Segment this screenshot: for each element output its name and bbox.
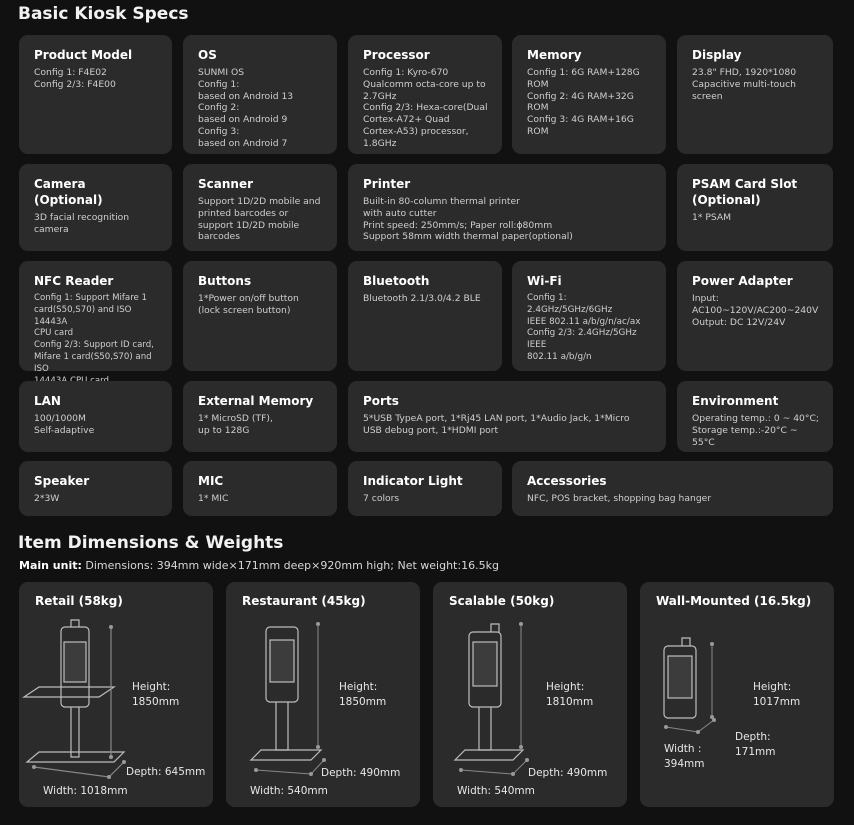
spec-card-body: Operating temp.: 0 ~ 40°C; Storage temp.:-20°C ~ 55°C [692,413,820,448]
variant-title: Restaurant (45kg) [242,594,366,608]
width-label: Width: 540mm [457,785,535,797]
spec-card-speaker [19,461,172,516]
spec-card-body: 2*3W [34,493,60,504]
depth-label: Depth: 645mm [126,766,206,778]
spec-card-mic [183,461,337,516]
spec-card-title: Scanner [198,177,253,191]
spec-card-body: 1*Power on/off button (lock screen button) [198,293,299,316]
spec-card-title: Product Model [34,48,133,62]
spec-card-body: Config 1: Kyro-670 Qualcomm octa-core up to 2.7GHz Config 2/3: Hexa-core(Dual Cortex-A72+ Quad Cortex-A53) processor, 1.8GHz [363,67,488,149]
spec-card-body: 23.8" FHD, 1920*1080 Capacitive multi-touch screen [692,67,797,102]
spec-card-body: Input: AC100~120V/AC200~240V Output: DC 12V/24V [692,293,819,328]
width-label: Width: 540mm [250,785,328,797]
spec-card-external-memory [183,381,337,452]
spec-card-body: Config 1: 6G RAM+128G ROM Config 2: 4G RAM+32G ROM Config 3: 4G RAM+16G ROM [527,67,640,137]
spec-card-body: NFC, POS bracket, shopping bag hanger [527,493,712,504]
height-label: Height: 1810mm [546,681,594,708]
spec-card-os [183,35,337,154]
spec-card-memory [512,35,666,154]
spec-card-camera [19,164,172,251]
variant-title: Wall-Mounted (16.5kg) [656,594,812,608]
spec-card-title: Printer [363,177,411,191]
spec-card-printer [348,164,666,251]
spec-card-body: Config 1: F4E02 Config 2/3: F4E00 [34,67,116,90]
depth-label: Depth: 171mm [735,731,776,758]
spec-card-body: SUNMI OS Config 1: based on Android 13 Config 2: based on Android 9 Config 3: based on Android 7 [198,67,294,149]
spec-card-body: 100/1000M Self-adaptive [34,413,95,436]
spec-card-display [677,35,833,154]
spec-card-buttons [183,261,337,371]
height-label: Height: 1850mm [132,681,180,708]
spec-card-title: External Memory [198,394,314,408]
spec-card-body: 1* PSAM [692,212,732,223]
spec-card-body: 5*USB TypeA port, 1*Rj45 LAN port, 1*Audio Jack, 1*Micro USB debug port, 1*HDMI port [363,413,630,436]
spec-card-indicator-light [348,461,502,516]
main-unit-text: Dimensions: 394mm wide×171mm deep×920mm high; Net weight:16.5kg [81,559,499,572]
spec-card-processor [348,35,502,154]
main-unit-line [19,559,499,572]
spec-card-body: Config 1: 2.4GHz/5GHz/6GHz IEEE 802.11 a/b/g/n/ac/ax Config 2/3: 2.4GHz/5GHz IEEE 802.11 a/b/g/n [527,293,641,362]
specs-section-title: Basic Kiosk Specs [18,4,189,24]
height-label: Height: 1850mm [339,681,387,708]
spec-card-lan [19,381,172,452]
spec-card-title: Power Adapter [692,274,793,288]
variant-title: Scalable (50kg) [449,594,555,608]
main-unit-label: Main unit: [19,559,82,572]
depth-label: Depth: 490mm [321,767,401,779]
spec-card-title: Processor [363,48,430,62]
spec-card-title: Accessories [527,474,607,488]
spec-card-body: Support 1D/2D mobile and printed barcodes or support 1D/2D mobile barcodes [198,196,321,243]
depth-label: Depth: 490mm [528,767,608,779]
spec-card-title: Buttons [198,274,252,288]
spec-card-environment [677,381,833,452]
spec-card-title: PSAM Card Slot (Optional) [692,177,798,207]
width-label: Width : 394mm [664,743,705,770]
spec-card-body: 1* MIC [198,493,229,504]
spec-card-wifi [512,261,666,371]
variant-card-retail [19,582,213,807]
spec-card-body: 1* MicroSD (TF), up to 128G [198,413,273,436]
spec-card-psam [677,164,833,251]
spec-card-title: Memory [527,48,582,62]
spec-card-title: Speaker [34,474,90,488]
spec-card-scanner [183,164,337,251]
dimensions-section-title: Item Dimensions & Weights [18,533,284,553]
spec-card-ports [348,381,666,452]
width-label: Width: 1018mm [43,785,128,797]
spec-card-body: Built-in 80-column thermal printer with auto cutter Print speed: 250mm/s; Paper roll:ϕ80mm Support 58mm width thermal paper(optional) [363,196,573,243]
spec-card-bluetooth [348,261,502,371]
spec-card-body: Config 1: Support Mifare 1 card(S50,S70) and ISO 14443A CPU card Config 2/3: Support ID card, Mifare 1 card(S50,S70) and ISO [34,293,154,374]
spec-card-title: Environment [692,394,779,408]
height-label: Height: 1017mm [753,681,801,708]
spec-card-title: LAN [34,394,61,408]
variant-card-wall-mounted [640,582,834,807]
spec-card-title: OS [198,48,217,62]
spec-card-body: Bluetooth 2.1/3.0/4.2 BLE [363,293,481,304]
spec-card-product-model [19,35,172,154]
wall-mounted-kiosk-illustration [640,582,834,807]
spec-card-accessories [512,461,833,516]
spec-card-title: Indicator Light [363,474,463,488]
spec-card-title: Camera (Optional) [34,177,103,207]
variant-card-scalable [433,582,627,807]
spec-card-body: 7 colors [363,493,400,504]
spec-card-title: Ports [363,394,399,408]
variant-title: Retail (58kg) [35,594,123,608]
spec-card-power-adapter [677,261,833,371]
spec-card-title: Display [692,48,742,62]
spec-card-body: 3D facial recognition camera [34,212,130,235]
spec-card-title: Wi-Fi [527,274,562,288]
spec-card-title: Bluetooth [363,274,430,288]
spec-card-title: MIC [198,474,224,488]
spec-card-nfc [19,261,172,374]
variant-card-restaurant [226,582,420,807]
spec-card-title: NFC Reader [34,274,114,288]
